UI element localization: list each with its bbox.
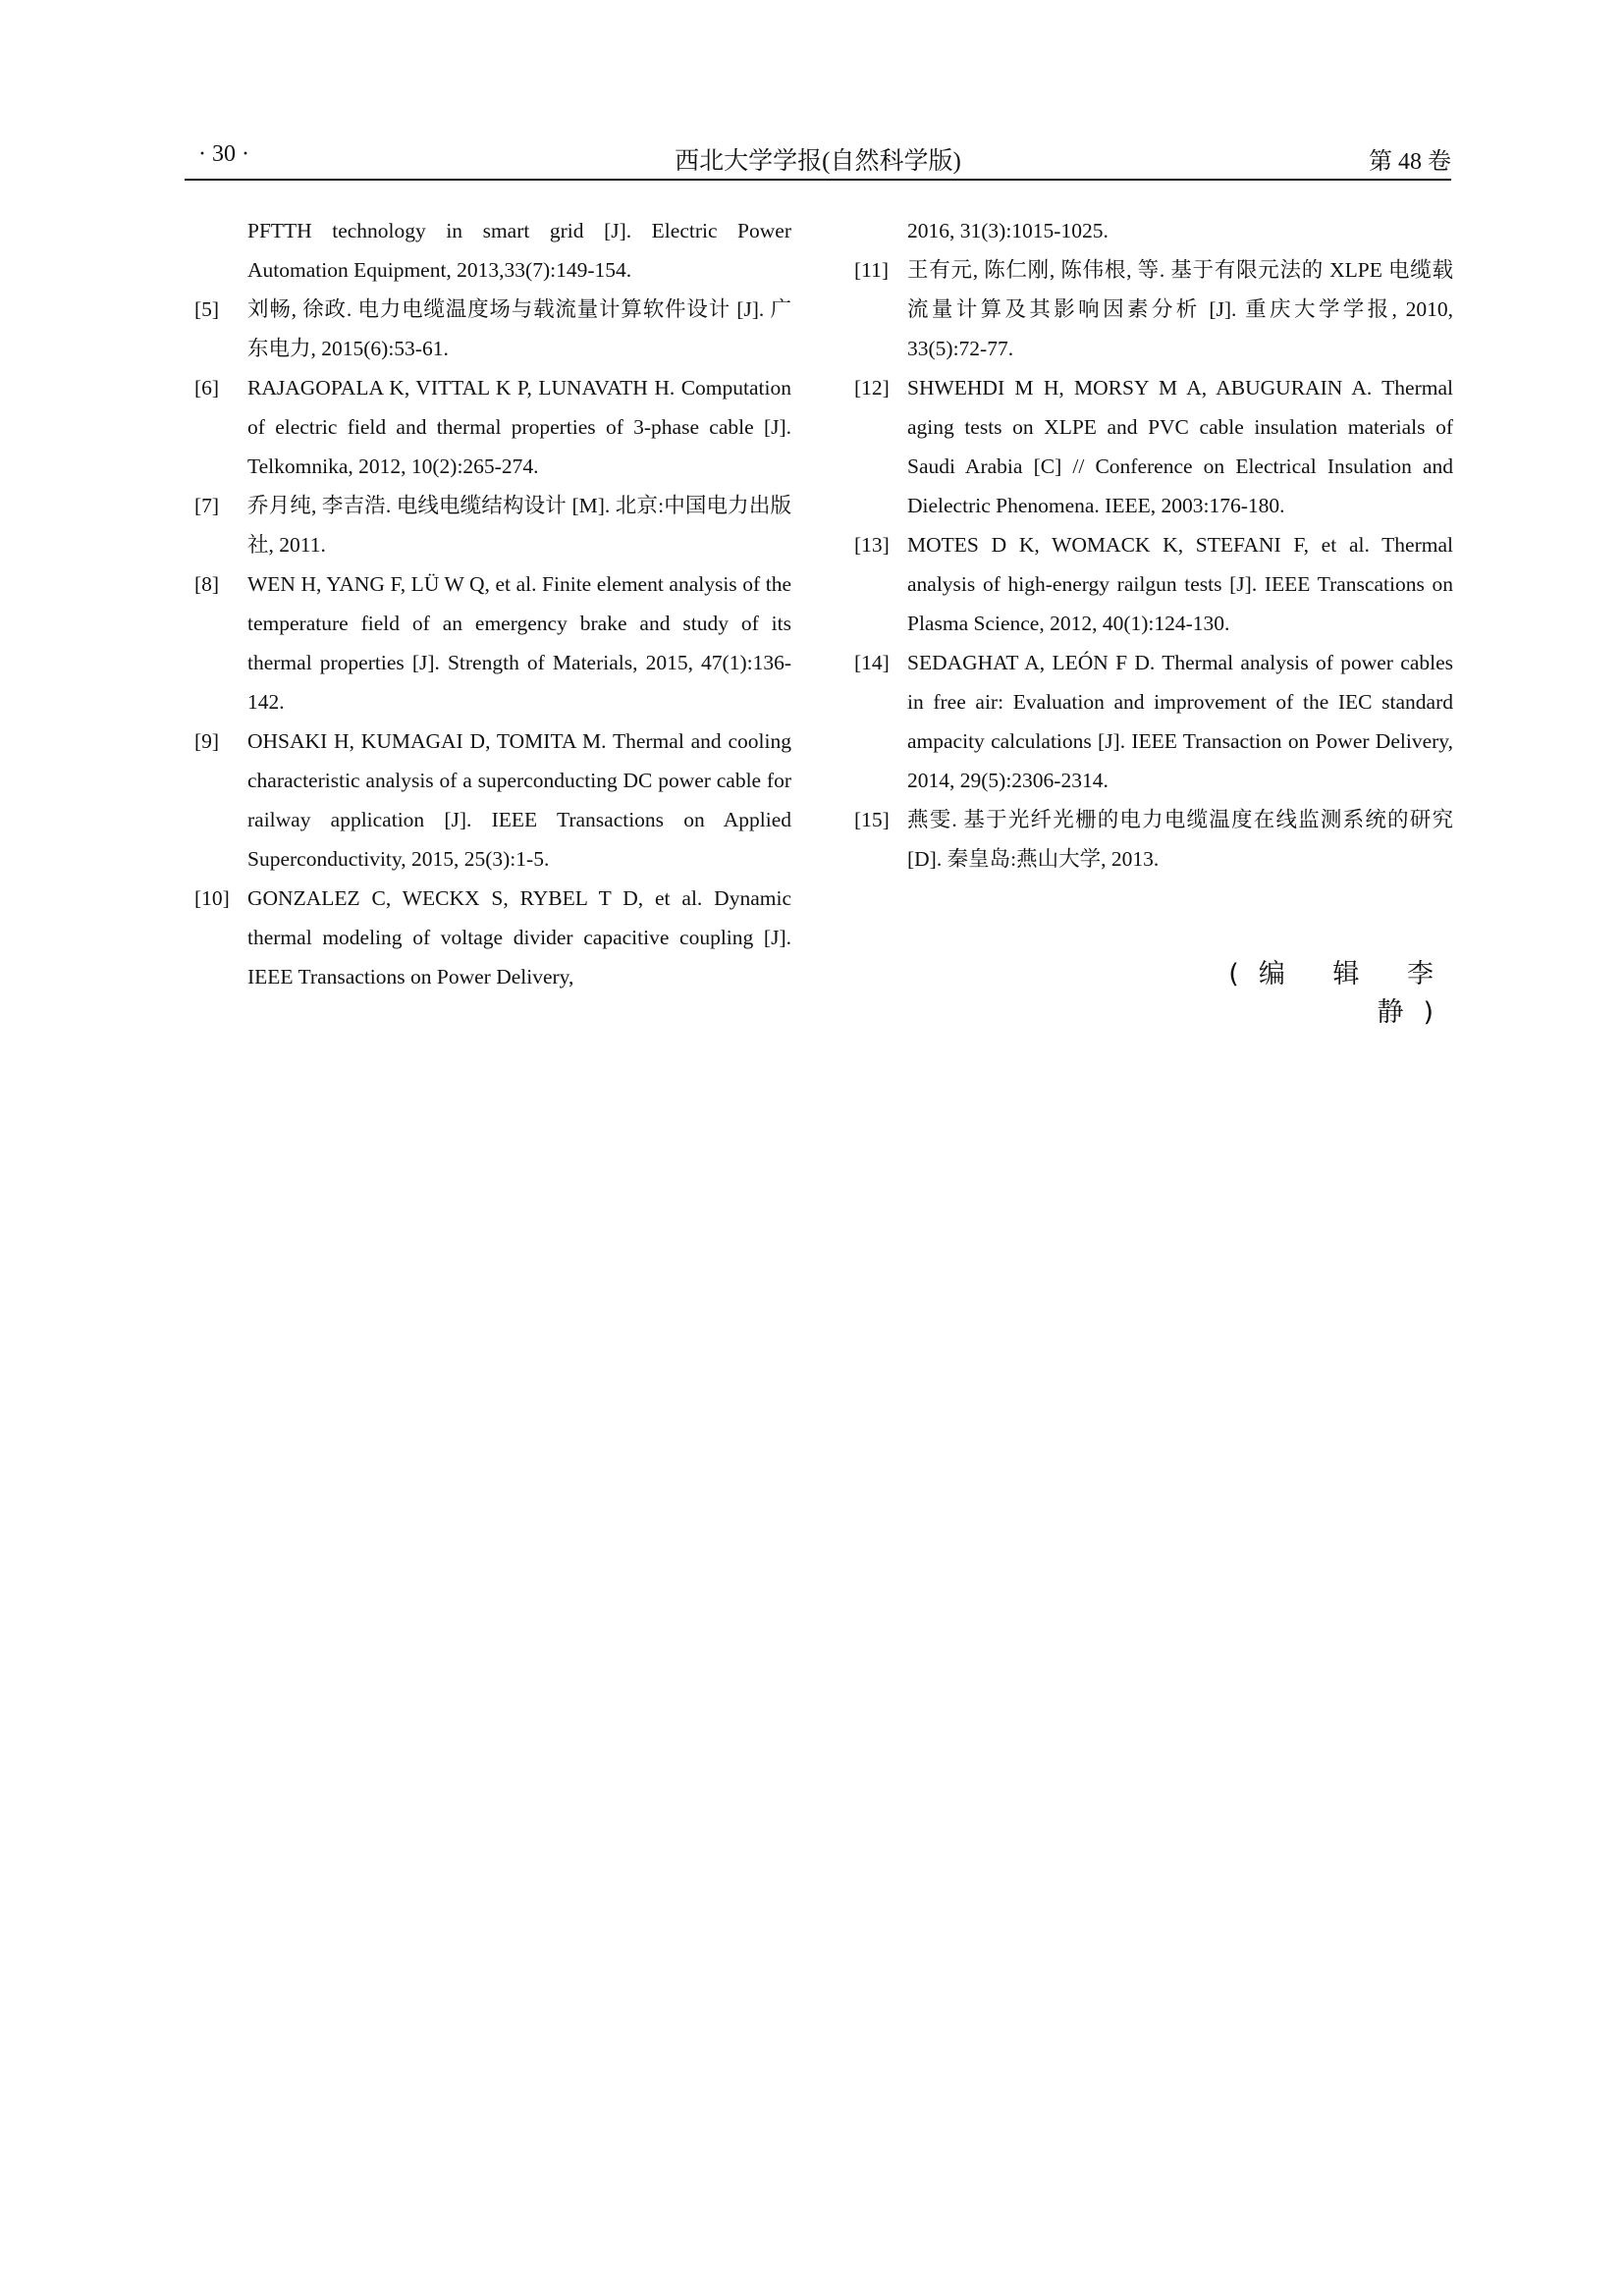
page-number: · 30 ·	[198, 141, 249, 167]
ref-continuation: 2016, 31(3):1015-1025.	[907, 219, 1109, 242]
reference-number: [8]	[194, 572, 220, 596]
reference-number: [9]	[194, 729, 220, 753]
reference-text: GONZALEZ C, WECKX S, RYBEL T D, et al. Dynamic thermal modeling of voltage divider capacitive coupling [J]. IEEE Transactions on Power Delivery,	[247, 886, 791, 988]
reference-text: 王有元, 陈仁刚, 陈伟根, 等. 基于有限元法的 XLPE 电缆载流量计算及其影响因素分析 [J]. 重庆大学学报, 2010, 33(5):72-77.	[907, 258, 1453, 360]
reference-number: [6]	[194, 376, 220, 400]
reference-14	[854, 643, 1453, 800]
reference-11	[854, 250, 1453, 368]
journal-title: 西北大学学报(自然科学版)	[675, 148, 961, 175]
reference-text: 燕雯. 基于光纤光栅的电力电缆温度在线监测系统的研究 [D]. 秦皇岛:燕山大学, 2013.	[907, 808, 1453, 871]
reference-text: 刘畅, 徐政. 电力电缆温度场与载流量计算软件设计 [J]. 广东电力, 2015(6):53-61.	[247, 297, 791, 360]
reference-number: [14]	[854, 651, 890, 674]
reference-text: MOTES D K, WOMACK K, STEFANI F, et al. Thermal analysis of high-energy railgun tests [J]. IEEE Transcations on Plasma Science, 2012, 40(1):124-130.	[907, 533, 1453, 635]
reference-13	[854, 525, 1453, 643]
reference-number: [7]	[194, 494, 220, 517]
reference-text: RAJAGOPALA K, VITTAL K P, LUNAVATH H. Computation of electric field and thermal properties of 3-phase cable [J]. Telkomnika, 2012, 10(2):265-274.	[247, 376, 791, 478]
reference-number: [5]	[194, 297, 220, 321]
reference-number: [13]	[854, 533, 890, 557]
reference-7	[194, 486, 791, 564]
left-column	[194, 211, 791, 996]
reference-8	[194, 564, 791, 721]
reference-12	[854, 368, 1453, 525]
editor-credit: (编 辑 李 静)	[1228, 959, 1453, 1028]
page-header	[185, 137, 1451, 177]
reference-9	[194, 721, 791, 879]
reference-text: 乔月纯, 李吉浩. 电线电缆结构设计 [M]. 北京:中国电力出版社, 2011.	[247, 494, 791, 557]
reference-number: [11]	[854, 258, 890, 282]
ref-continuation: PFTTH technology in smart grid [J]. Electric Power Automation Equipment, 2013,33(7):149-154.	[247, 219, 791, 282]
reference-15	[854, 800, 1453, 879]
right-column	[854, 211, 1453, 879]
reference-text: OHSAKI H, KUMAGAI D, TOMITA M. Thermal and cooling characteristic analysis of a superconducting DC power cable for railway application [J]. IEEE Transactions on Applied Superconductivity, 2015, 25(3):1-5.	[247, 729, 791, 871]
reference-5	[194, 290, 791, 368]
reference-number: [15]	[854, 808, 890, 831]
reference-number: [10]	[194, 886, 230, 910]
reference-number: [12]	[854, 376, 890, 400]
reference-text: WEN H, YANG F, LÜ W Q, et al. Finite element analysis of the temperature field of an emergency brake and study of its thermal properties [J]. Strength of Materials, 2015, 47(1):136-142.	[247, 572, 791, 714]
reference-10	[194, 879, 791, 996]
reference-6	[194, 368, 791, 486]
reference-text: SEDAGHAT A, LEÓN F D. Thermal analysis of power cables in free air: Evaluation and improvement of the IEC standard ampacity calculations [J]. IEEE Transaction on Power Delivery, 2014, 29(5):2306-2314.	[907, 651, 1453, 792]
reference-text: SHWEHDI M H, MORSY M A, ABUGURAIN A. Thermal aging tests on XLPE and PVC cable insulation materials of Saudi Arabia [C] // Conference on Electrical Insulation and Dielectric Phenomena. IEEE, 2003:176-180.	[907, 376, 1453, 517]
header-rule	[185, 179, 1451, 181]
volume-label: 第 48 卷	[1369, 149, 1451, 175]
